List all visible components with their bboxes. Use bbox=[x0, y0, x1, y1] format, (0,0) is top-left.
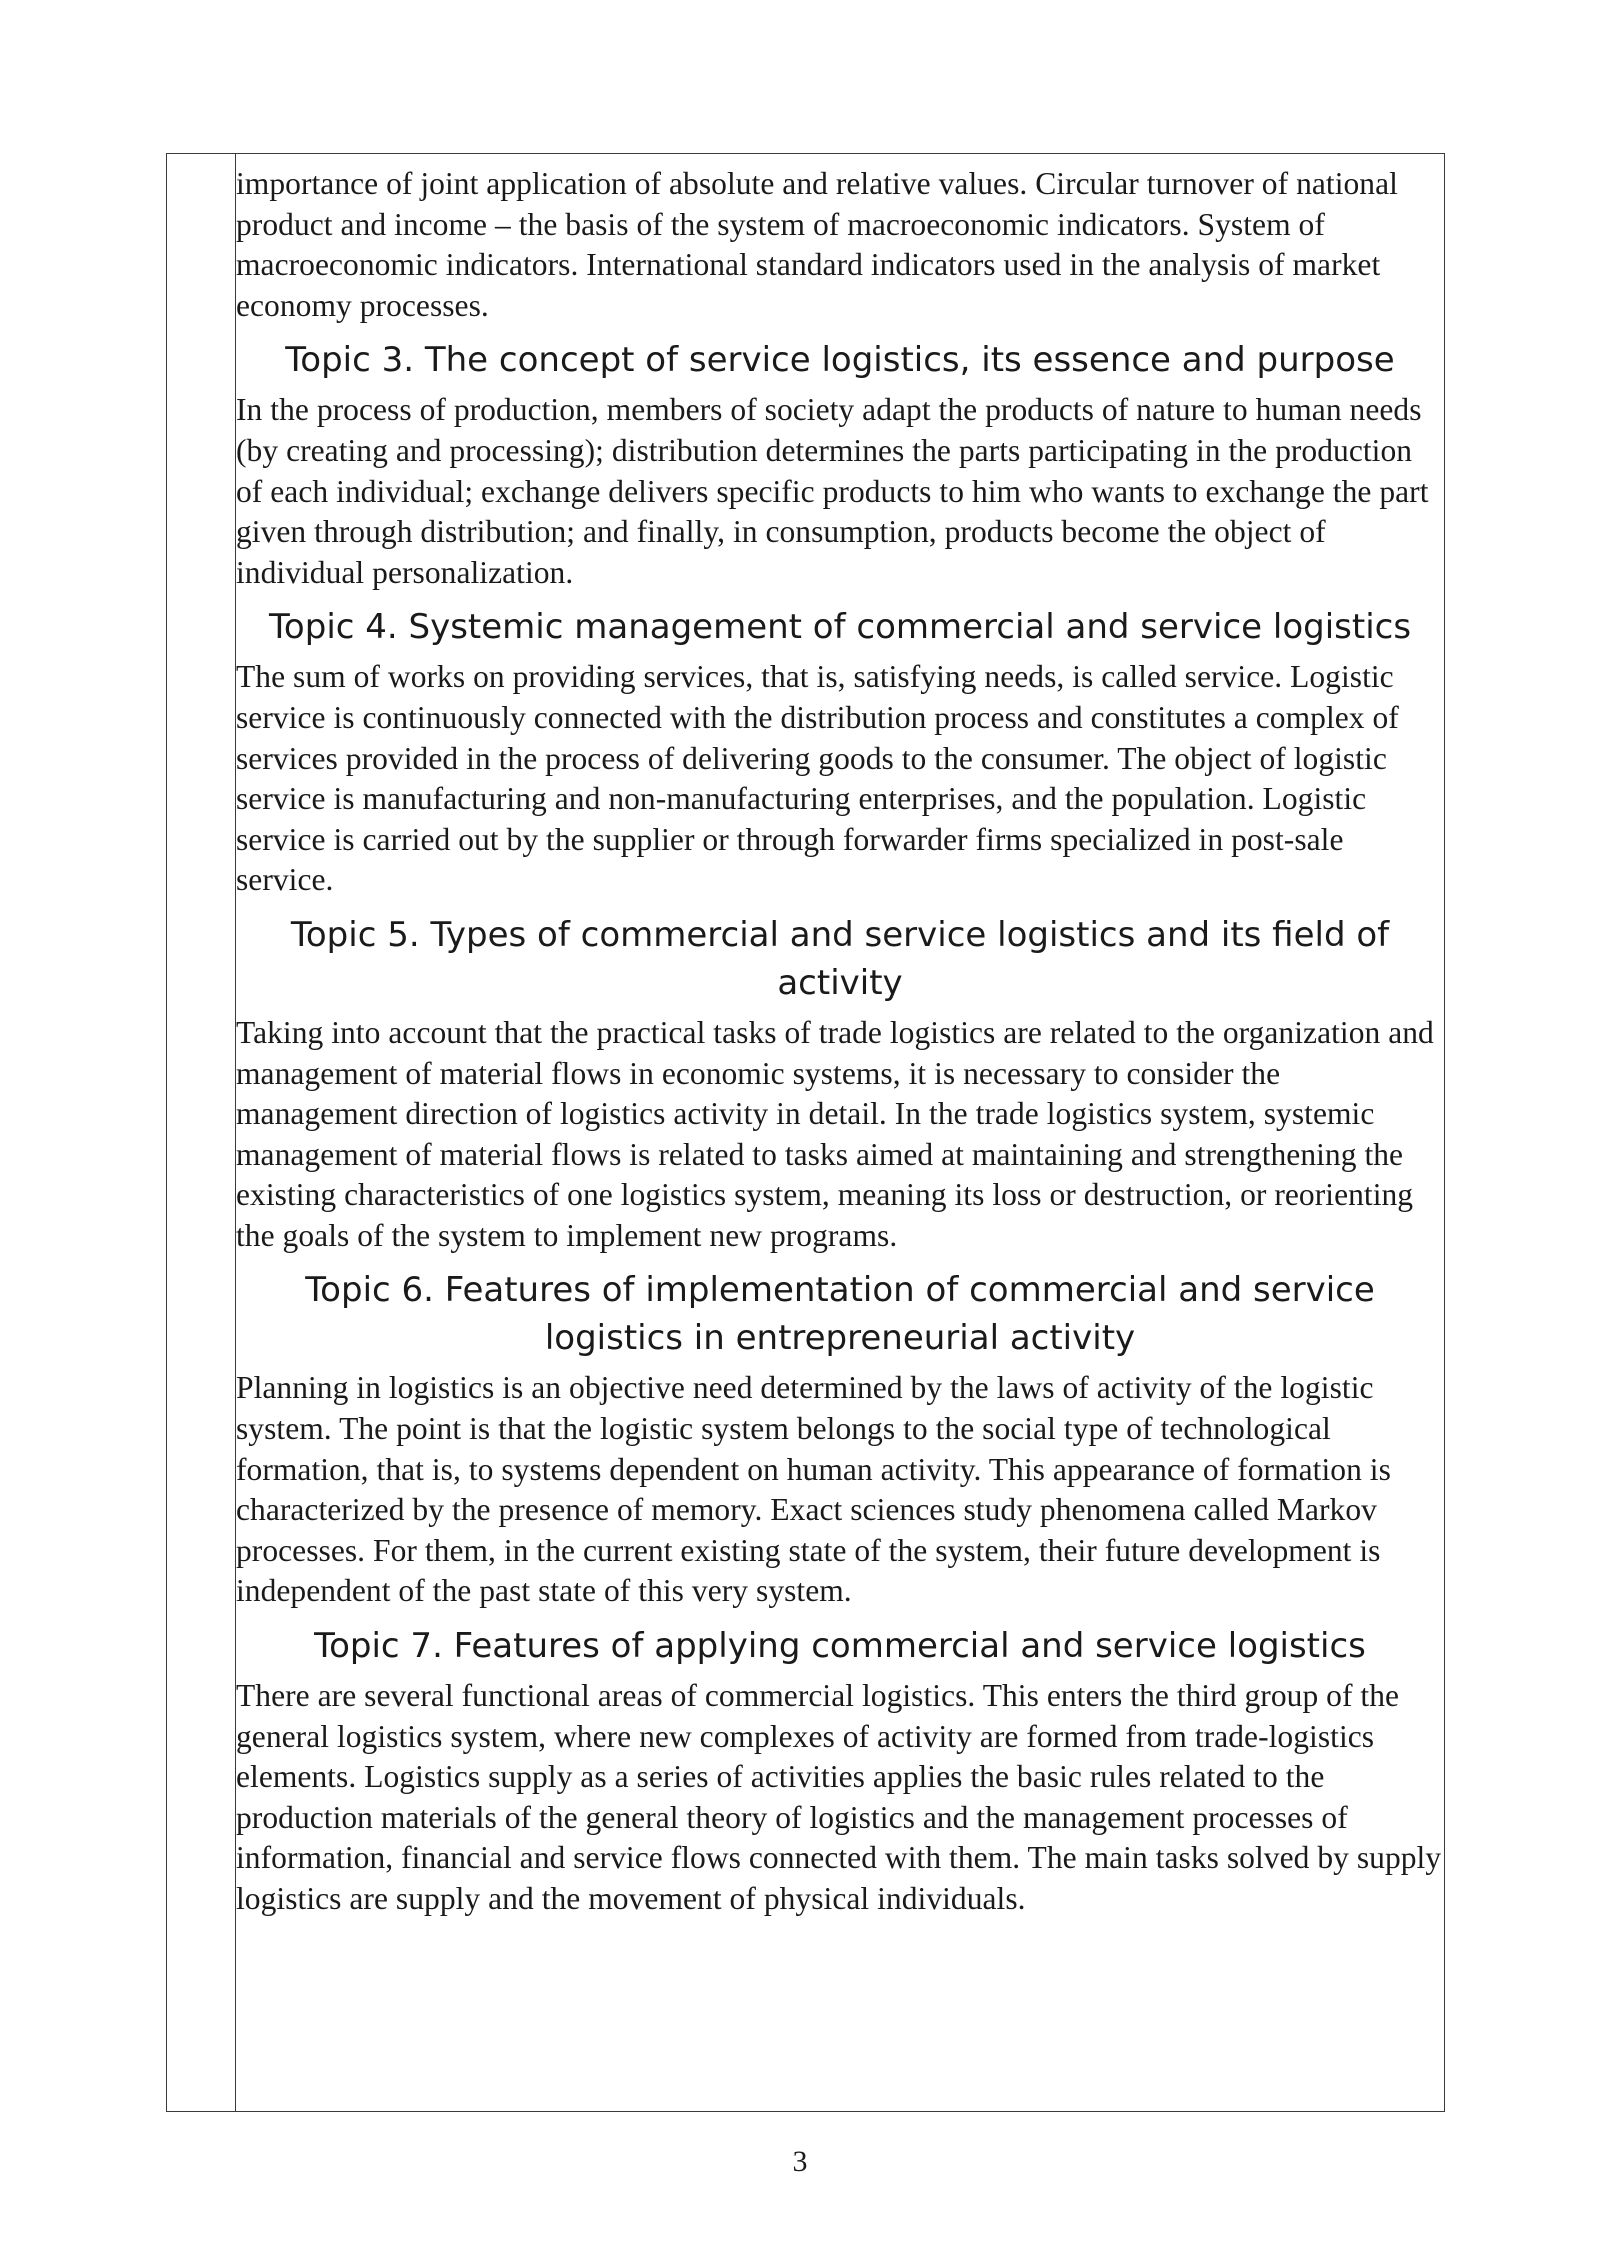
topic-7-text: There are several functional areas of commercial logistics. This enters the third group of the general logistics system, where new complexes of activity are formed from trade-logistics elements. Logistics supply as a series of activities applies the basic rules related to the production materials of the general theory of logistics and the management processes of information, financial and service flows connected with them. The main tasks solved by supply logistics are supply and the movement of physical individuals. bbox=[236, 1678, 1442, 1916]
topic-5-heading: Topic 5. Types of commercial and service logistics and its field of activity bbox=[290, 914, 1390, 1003]
page-number: 3 bbox=[792, 2145, 808, 2178]
topic-3-text: In the process of production, members of society adapt the products of nature to human needs (by creating and processing); distribution determines the parts participating in the production of each individual; exchange delivers specific products to him who wants to exchange the part given through distribution; and finally, in consumption, products become the object of individual personalization. bbox=[236, 392, 1429, 590]
table-content-cell bbox=[236, 164, 1444, 1920]
topic-6-heading: Topic 6. Features of implementation of commercial and service logistics in entrepreneurial activity bbox=[305, 1270, 1375, 1359]
topic-4-text: The sum of works on providing services, that is, satisfying needs, is called service. Logistic service is continuously connected with the distribution process and constitutes a complex of services provided in the process of delivering goods to the consumer. The object of logistic service is manufacturing and non-manufacturing enterprises, and the population. Logistic service is carried out by the supplier or through forwarder firms specialized in post-sale service. bbox=[236, 659, 1399, 898]
intro-paragraph: importance of joint application of absolute and relative values. Circular turnover of national product and income – the basis of the system of macroeconomic indicators. System of macroeconomic indicators. International standard indicators used in the analysis of market economy processes. bbox=[236, 166, 1398, 323]
topic-4-heading: Topic 4. Systemic management of commercial and service logistics bbox=[268, 607, 1412, 648]
topic-5-text: Taking into account that the practical tasks of trade logistics are related to the organization and management of material flows in economic systems, it is necessary to consider the management direction of logistics activity in detail. In the trade logistics system, systemic management of material flows is related to tasks aimed at maintaining and strengthening the existing characteristics of one logistics system, meaning its loss or destruction, or reorienting the goals of the system to implement new programs. bbox=[236, 1014, 1434, 1253]
topic-7-heading: Topic 7. Features of applying commercial and service logistics bbox=[314, 1626, 1366, 1667]
syllabus-table bbox=[166, 153, 1445, 2112]
topic-6-text: Planning in logistics is an objective need determined by the laws of activity of the logistic system. The point is that the logistic system belongs to the social type of technological formation, that is, to systems dependent on human activity. This appearance of formation is characterized by the presence of memory. Exact sciences study phenomena called Markov processes. For them, in the current existing state of the system, their future development is independent of the past state of this very system. bbox=[236, 1370, 1391, 1609]
topic-3-heading: Topic 3. The concept of service logistics, its essence and purpose bbox=[285, 340, 1395, 381]
